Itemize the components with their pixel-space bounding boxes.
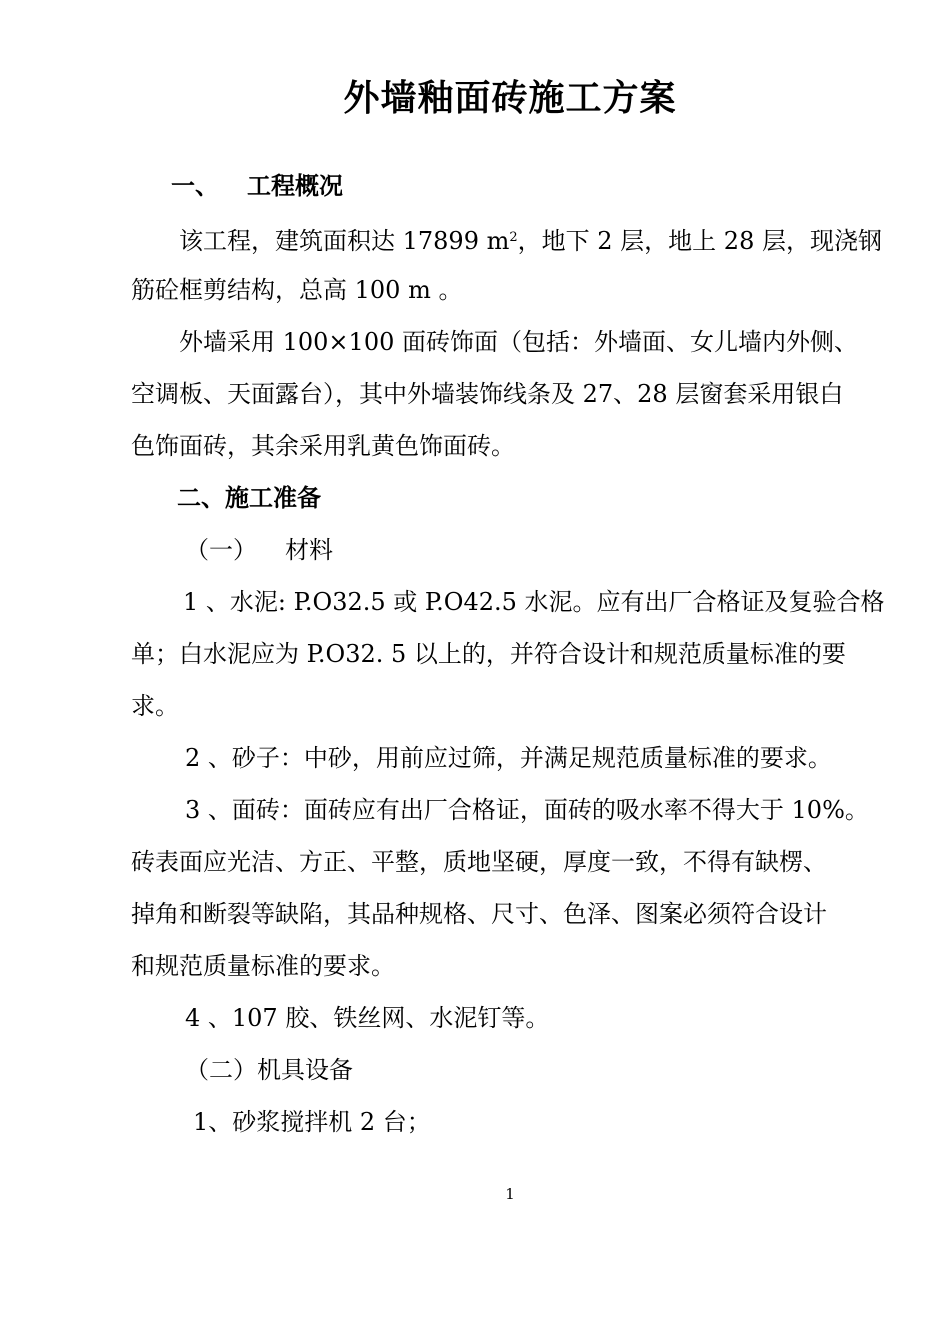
list-item-line: 和规范质量标准的要求。: [131, 952, 395, 980]
paragraph-line: 外墙采用 100×100 面砖饰面（包括：外墙面、女儿墙内外侧、: [179, 328, 858, 356]
paragraph-line: 筋砼框剪结构，总高 100 m 。: [131, 276, 463, 304]
page-number: 1: [505, 1185, 515, 1203]
subsection-heading-materials: [185, 534, 333, 566]
paragraph-line: 空调板、天面露台），其中外墙装饰线条及 27、28 层窗套采用银白: [131, 380, 844, 408]
list-item-line: 1 、水泥: P.O32.5 或 P.O42.5 水泥。应有出厂合格证及复验合格: [183, 588, 885, 616]
subsection-title: 材料: [285, 536, 333, 564]
text-segment: 该工程，建筑面积达 17899 m: [179, 227, 510, 255]
section-heading-overview: [171, 170, 343, 202]
paragraph-line: 色饰面砖，其余采用乳黄色饰面砖。: [131, 432, 515, 460]
list-item-line: 2 、砂子：中砂，用前应过筛，并满足规范质量标准的要求。: [185, 744, 832, 772]
list-item-line: 砖表面应光洁、方正、平整，质地坚硬，厚度一致，不得有缺楞、: [131, 848, 827, 876]
list-item-line: 1、砂浆搅拌机 2 台；: [193, 1108, 431, 1136]
paragraph-line: [179, 222, 882, 257]
subsection-number: （一）: [185, 536, 257, 564]
list-item-line: 3 、面砖：面砖应有出厂合格证，面砖的吸水率不得大于 10%。: [185, 796, 869, 824]
section-number: 一、: [171, 171, 219, 200]
superscript: 2: [509, 230, 518, 245]
list-item-line: 求。: [131, 692, 179, 720]
list-item-line: 掉角和断裂等缺陷，其品种规格、尺寸、色泽、图案必须符合设计: [131, 900, 827, 928]
section-title: 工程概况: [247, 171, 343, 200]
document-title: 外墙釉面砖施工方案: [343, 77, 677, 119]
list-item-line: 4 、107 胶、铁丝网、水泥钉等。: [185, 1004, 550, 1032]
section-heading-preparation: 二、施工准备: [177, 483, 321, 512]
list-item-line: 单；白水泥应为 P.O32. 5 以上的，并符合设计和规范质量标准的要: [131, 640, 846, 668]
text-segment: ，地下 2 层，地上 28 层，现浇钢: [517, 227, 882, 255]
subsection-heading-equipment: （二）机具设备: [185, 1056, 353, 1084]
